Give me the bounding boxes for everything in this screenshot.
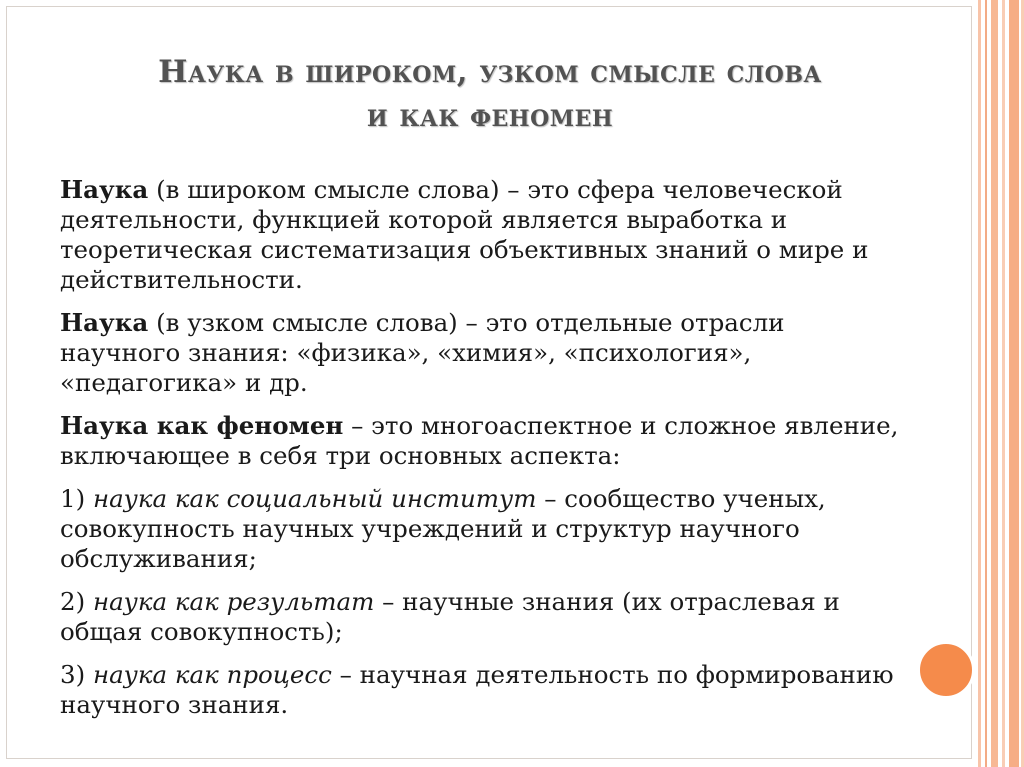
stripe bbox=[1002, 0, 1005, 767]
list-item-process bbox=[60, 660, 910, 720]
paragraph-text: (в узком смысле слова) – это отдельные отрасли научного знания: «физика», «химия», «психология», «педагогика» и др. bbox=[60, 308, 785, 397]
list-item-social-institution bbox=[60, 484, 910, 574]
term-bold: Наука bbox=[60, 175, 149, 204]
paragraph-text: – научная деятельность по формированию научного знания. bbox=[60, 660, 894, 719]
title-line-2: и как феномен bbox=[366, 98, 614, 134]
stripe bbox=[991, 0, 998, 767]
list-item-result bbox=[60, 587, 910, 647]
stripe bbox=[978, 0, 981, 767]
term-bold: Наука как феномен bbox=[60, 411, 344, 440]
slide-content bbox=[60, 175, 910, 733]
paragraph-phenomenon bbox=[60, 411, 910, 471]
aspect-italic: наука как результат bbox=[92, 587, 375, 616]
list-number: 1) bbox=[60, 484, 93, 513]
slide-title bbox=[60, 50, 920, 138]
list-number: 3) bbox=[60, 660, 93, 689]
decorative-stripes bbox=[978, 0, 1024, 767]
paragraph-text: – научные знания (их отраслевая и общая совокупность); bbox=[60, 587, 840, 646]
paragraph-narrow-definition bbox=[60, 308, 910, 398]
stripe bbox=[1009, 0, 1019, 767]
aspect-italic: наука как социальный институт bbox=[92, 484, 537, 513]
list-number: 2) bbox=[60, 587, 93, 616]
paragraph-text: – это многоаспектное и сложное явление, включающее в себя три основных аспекта: bbox=[60, 411, 899, 470]
decorative-circle bbox=[917, 641, 975, 699]
stripe bbox=[985, 0, 987, 767]
term-bold: Наука bbox=[60, 308, 149, 337]
aspect-italic: наука как процесс bbox=[92, 660, 332, 689]
title-line-1: Наука в широком, узком смысле слова bbox=[158, 54, 822, 90]
paragraph-text: – сообщество ученых, совокупность научных учреждений и структур научного обслуживания; bbox=[60, 484, 826, 573]
paragraph-broad-definition bbox=[60, 175, 910, 295]
paragraph-text: (в широком смысле слова) – это сфера человеческой деятельности, функцией которой является выработка и теоретическая систематизация объективных знаний о мире и действительности. bbox=[60, 175, 869, 294]
